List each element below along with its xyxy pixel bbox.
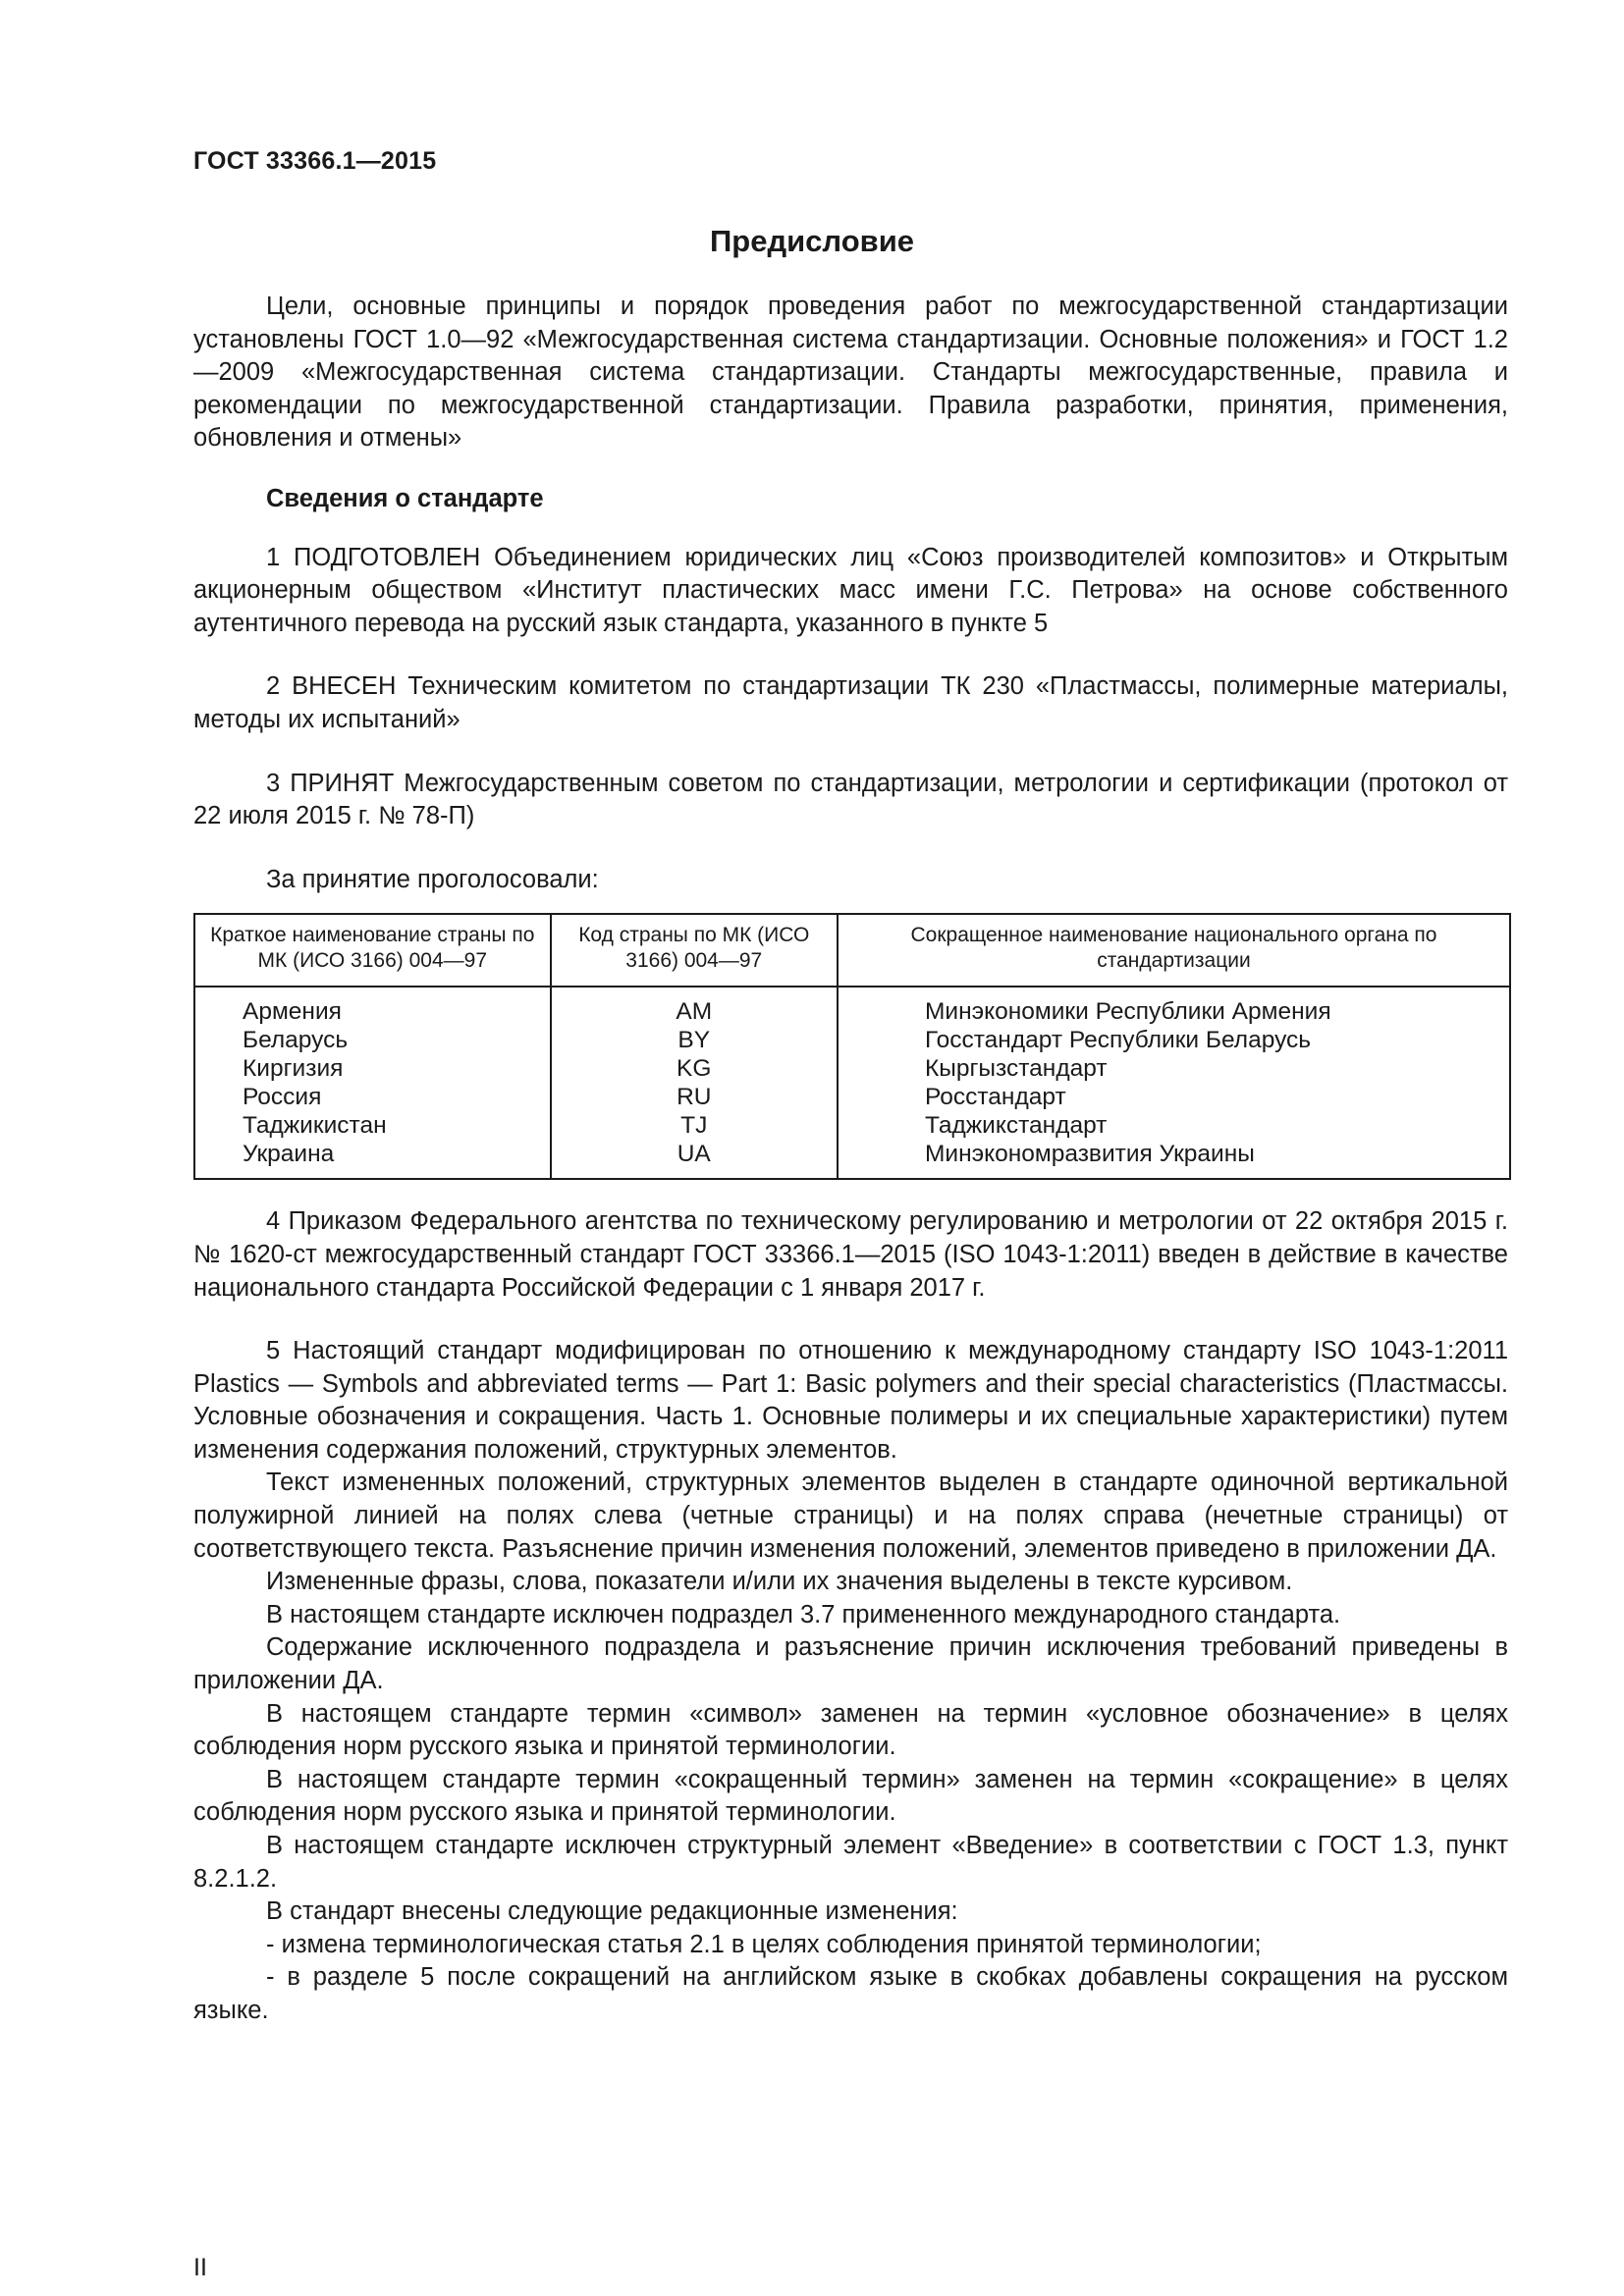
item-5-detail: В настоящем стандарте исключен структурный элемент «Введение» в соответствии с ГОСТ 1.3, пункт 8.2.1.2. — [193, 1832, 1508, 1893]
table-header-row — [194, 914, 1510, 987]
cell-body: Минэкономики Республики Армения — [838, 987, 1510, 1026]
table-row — [194, 1026, 1510, 1054]
item-5-paragraph: 5 Настоящий стандарт модифицирован по отношению к международному стандарту ISO 1043-1:2011 Plastics — Symbols and abbreviated terms — Part 1: Basic polymers and their special characteristics (Пластмассы. Условные обозначения и сокращения. Часть 1. Основные полимеры и их специальные характеристики) путем изменения содержания положений, структурных элементов. — [193, 1337, 1508, 1464]
cell-country: Таджикистан — [194, 1111, 551, 1140]
cell-body: Таджикстандарт — [838, 1111, 1510, 1140]
cell-country: Украина — [194, 1140, 551, 1179]
page-number: II — [193, 2254, 207, 2281]
intro-paragraph: Цели, основные принципы и порядок проведения работ по межгосударственной стандартизации установлены ГОСТ 1.0—92 «Межгосударственная система стандартизации. Основные положения» и ГОСТ 1.2—2009 «Межгосударственная система стандартизации. Стандарты межгосударственные, правила и рекомендации по межгосударственной стандартизации. Правила разработки, принятия, применения, обновления и отмены» — [193, 293, 1508, 453]
item-5-detail: Измененные фразы, слова, показатели и/или их значения выделены в тексте курсивом. — [266, 1568, 1293, 1596]
cell-code: KG — [551, 1054, 838, 1083]
page-title: Предисловие — [709, 224, 914, 258]
table-row — [194, 1111, 1510, 1140]
cell-body: Госстандарт Республики Беларусь — [838, 1026, 1510, 1054]
cell-body: Минэкономразвития Украины — [838, 1140, 1510, 1179]
header-country-code: Код страны по МК (ИСО 3166) 004—97 — [551, 914, 838, 987]
item-3-paragraph: 3 ПРИНЯТ Межгосударственным советом по стандартизации, метрологии и сертификации (протокол от 22 июля 2015 г. № 78-П) — [193, 769, 1508, 830]
item-5-detail: - в разделе 5 после сокращений на английском языке в скобках добавлены сокращения на русском языке. — [193, 1963, 1508, 2024]
cell-code: RU — [551, 1083, 838, 1111]
cell-code: AM — [551, 987, 838, 1026]
item-4-paragraph: 4 Приказом Федерального агентства по техническому регулированию и метрологии от 22 октября 2015 г. № 1620-ст межгосударственный стандарт ГОСТ 33366.1—2015 (ISO 1043-1:2011) введен в действие в качестве национального стандарта Российской Федерации с 1 января 2017 г. — [193, 1207, 1508, 1302]
header-national-body: Сокращенное наименование национального органа по стандартизации — [838, 914, 1510, 987]
section-title: Сведения о стандарте — [266, 484, 544, 512]
item-5-detail: В стандарт внесены следующие редакционные изменения: — [266, 1897, 958, 1926]
item-1-paragraph: 1 ПОДГОТОВЛЕН Объединением юридических лиц «Союз производителей композитов» и Открытым акционерным обществом «Институт пластических масс имени Г.С. Петрова» на основе собственного аутентичного перевода на русский язык стандарта, указанного в пункте 5 — [193, 543, 1508, 637]
cell-body: Кыргызстандарт — [838, 1054, 1510, 1083]
cell-code: TJ — [551, 1111, 838, 1140]
cell-code: UA — [551, 1140, 838, 1179]
item-5-detail: - измена терминологическая статья 2.1 в целях соблюдения принятой терминологии; — [266, 1930, 1262, 1958]
voting-table — [193, 913, 1511, 1180]
item-5-detail: Текст измененных положений, структурных элементов выделен в стандарте одиночной вертикальной полужирной линией на полях слева (четные страницы) и на полях справа (нечетные страницы) от соответствующего текста. Разъяснение причин изменения положений, элементов приведено в приложении ДА. — [193, 1468, 1508, 1563]
voted-label: За принятие проголосовали: — [266, 865, 599, 893]
header-country-name: Краткое наименование страны по МК (ИСО 3166) 004—97 — [194, 914, 551, 987]
cell-country: Киргизия — [194, 1054, 551, 1083]
cell-country: Россия — [194, 1083, 551, 1111]
cell-country: Беларусь — [194, 1026, 551, 1054]
cell-code: BY — [551, 1026, 838, 1054]
table-row — [194, 987, 1510, 1026]
table-row — [194, 1054, 1510, 1083]
cell-body: Росстандарт — [838, 1083, 1510, 1111]
item-5-detail: Содержание исключенного подраздела и разъяснение причин исключения требований приведены в приложении ДА. — [193, 1633, 1508, 1695]
table-row — [194, 1140, 1510, 1179]
cell-country: Армения — [194, 987, 551, 1026]
preface-content — [193, 291, 1508, 2028]
document-header: ГОСТ 33366.1—2015 — [193, 147, 437, 175]
item-5-detail: В настоящем стандарте исключен подраздел 3.7 примененного международного стандарта. — [266, 1600, 1341, 1629]
table-row — [194, 1083, 1510, 1111]
item-2-paragraph: 2 ВНЕСЕН Техническим комитетом по стандартизации ТК 230 «Пластмассы, полимерные материалы, методы их испытаний» — [193, 672, 1508, 733]
item-5-detail: В настоящем стандарте термин «сокращенный термин» заменен на термин «сокращение» в целях соблюдения норм русского языка и принятой терминологии. — [193, 1765, 1508, 1827]
item-5-detail: В настоящем стандарте термин «символ» заменен на термин «условное обозначение» в целях соблюдения норм русского языка и принятой терминологии. — [193, 1699, 1508, 1761]
